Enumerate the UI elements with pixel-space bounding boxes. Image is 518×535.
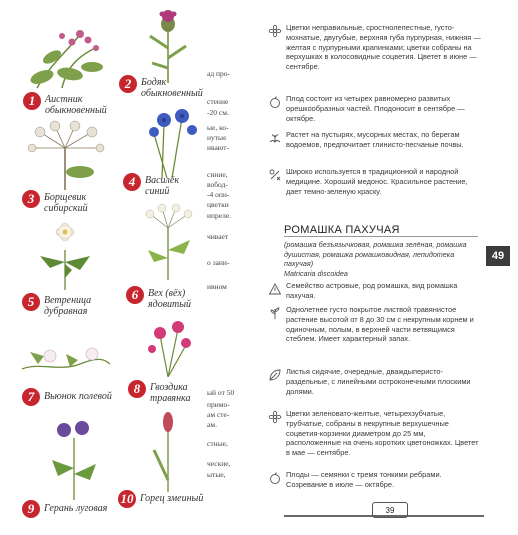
plant-illustration-1 xyxy=(22,22,112,94)
plant-caption-6 xyxy=(126,286,191,310)
plant-number: 8 xyxy=(128,380,146,398)
plant-illustration-6 xyxy=(138,200,202,280)
habitat-icon xyxy=(268,131,282,145)
plant-caption-8 xyxy=(128,380,190,404)
latin-name: Matricaria discoidea xyxy=(284,268,348,278)
plant-name: Герань луговая xyxy=(44,503,108,514)
plant-number: 9 xyxy=(22,500,40,518)
section-title: РОМАШКА ПАХУЧАЯ xyxy=(284,224,400,236)
plant-illustration-9 xyxy=(44,418,104,500)
usage-icon xyxy=(268,168,282,182)
text-fragment: ытые, xyxy=(207,470,226,479)
text-fragment: стные, xyxy=(207,439,228,448)
plant-name: Гвоздика травянка xyxy=(150,382,191,404)
page-number: 39 xyxy=(372,502,408,518)
plant-plate xyxy=(0,0,235,535)
plant-number: 2 xyxy=(119,75,137,93)
flower-icon xyxy=(268,410,282,424)
family-icon xyxy=(268,282,282,296)
text-fragment: примо- xyxy=(207,400,230,409)
plant-name: Борщевик сибирский xyxy=(44,192,88,214)
plant-illustration-3 xyxy=(20,120,110,190)
plant-name: Вех (вёх) ядовитый xyxy=(148,288,192,310)
leaf-icon xyxy=(268,368,282,382)
plant-description-usage: Широко используется в традиционной и народной медицине. Хороший медонос. Красильное растение, дает темно-зеленую краску. xyxy=(286,167,468,196)
section-stem: Однолетнее густо покрытое листвой травянистое растение высотой от 8 до 30 см с некрупным корнем и одиночным, полым, в верхней части ветвящимся стеблем. Имеет характерный запах. xyxy=(286,305,474,344)
section-flowers: Цветки зеленовато-желтые, четырехзубчатые, трубчатые, собраны в некрупные верхушечные соцветия-корзинки диаметром до 25 мм, расположенные на очень коротких цветоножках. Цветет в мае — сентябре. xyxy=(286,409,479,458)
text-fragment: -4 опи- xyxy=(207,190,230,199)
plant-number: 3 xyxy=(22,190,40,208)
text-fragment: нутые xyxy=(207,133,227,142)
plant-number: 4 xyxy=(123,173,141,191)
plant-caption-10 xyxy=(118,490,203,508)
text-fragment: чивает xyxy=(207,232,229,241)
text-fragment: ипреле. xyxy=(207,211,232,220)
plant-illustration-7 xyxy=(20,334,110,379)
text-fragment: цветки xyxy=(207,200,229,209)
text-fragment: синие, xyxy=(207,170,228,179)
flower-icon xyxy=(268,24,282,38)
plant-caption-3 xyxy=(22,190,88,214)
page-tab: 49 xyxy=(486,246,510,266)
plant-caption-7 xyxy=(22,388,112,406)
stem-icon xyxy=(268,306,282,320)
text-fragment: ивном xyxy=(207,282,227,291)
plant-illustration-8 xyxy=(140,315,200,377)
plant-name: Вьюнок полевой xyxy=(44,391,112,402)
text-fragment: ый от 50 xyxy=(207,388,235,397)
plant-number: 1 xyxy=(23,92,41,110)
text-fragment: ам сте- xyxy=(207,410,230,419)
plant-illustration-5 xyxy=(30,220,100,290)
text-fragment: вобод- xyxy=(207,180,228,189)
plant-description-fruit: Плод состоит из четырех равномерно развитых орешкообразных частей. Плодоносит в сентябре — октябре. xyxy=(286,94,465,123)
plant-number: 7 xyxy=(22,388,40,406)
text-fragment: ам. xyxy=(207,420,217,429)
section-fruit: Плоды — семянки с тремя тонкими ребрами. Созревание в июле — октябре. xyxy=(286,470,442,489)
plant-illustration-10 xyxy=(148,410,188,492)
text-fragment: о зани- xyxy=(207,258,230,267)
text-fragment: ивают- xyxy=(207,143,230,152)
plant-illustration-4 xyxy=(142,104,202,178)
section-leaves: Листья сидячие, очередные, дваждыперисто-раздельные, с линейными остроконечными плоскими долями. xyxy=(286,367,471,396)
text-fragment: стение xyxy=(207,97,229,106)
plant-name: Бодяк обыкновенный xyxy=(141,77,203,99)
text-fragment: ад про- xyxy=(207,69,231,78)
text-fragment: -20 см. xyxy=(207,108,229,117)
plant-name: Василёк синий xyxy=(145,175,180,197)
plant-number: 6 xyxy=(126,286,144,304)
section-synonyms xyxy=(284,240,484,278)
text-fragment: ческие, xyxy=(207,459,231,468)
plant-name: Аистник обыкновенный xyxy=(45,94,107,116)
plant-caption-4 xyxy=(123,173,179,197)
plant-number: 5 xyxy=(22,293,40,311)
plant-caption-1 xyxy=(23,92,107,116)
plant-caption-5 xyxy=(22,293,91,317)
plant-description-flowers: Цветки неправильные, сростнолепестные, густо-мохнатые, двугубые, верхняя губа пурпурная, нижняя — желтая с пурпурными крапинками; цветки собраны на верхушках в колосовидные соцветия. Цветет в июне — сентябре. xyxy=(286,23,481,72)
fruit-icon xyxy=(268,471,282,485)
fruit-icon xyxy=(268,95,282,109)
plant-description-habitat: Растет на пустырях, мусорных местах, по берегам водоемов, предпочитает глинисто-песчаные почвы. xyxy=(286,130,464,149)
text-fragment: ые, ко- xyxy=(207,123,229,132)
plant-illustration-2 xyxy=(140,8,195,83)
plant-name: Ветреница дубравная xyxy=(44,295,92,317)
synonyms-text: (ромашка безъязычковая, ромашка зелёная, ромашка душистая, ромашка ромашковидная, лепидотека пахучая) xyxy=(284,240,467,269)
plant-caption-2 xyxy=(119,75,203,99)
section-family: Семейство астровые, род ромашка, вид ромашка пахучая. xyxy=(286,281,458,300)
plant-caption-9 xyxy=(22,500,107,518)
plant-number: 10 xyxy=(118,490,136,508)
plant-name: Горец змеиный xyxy=(140,493,204,504)
section-title-underline xyxy=(284,236,478,237)
